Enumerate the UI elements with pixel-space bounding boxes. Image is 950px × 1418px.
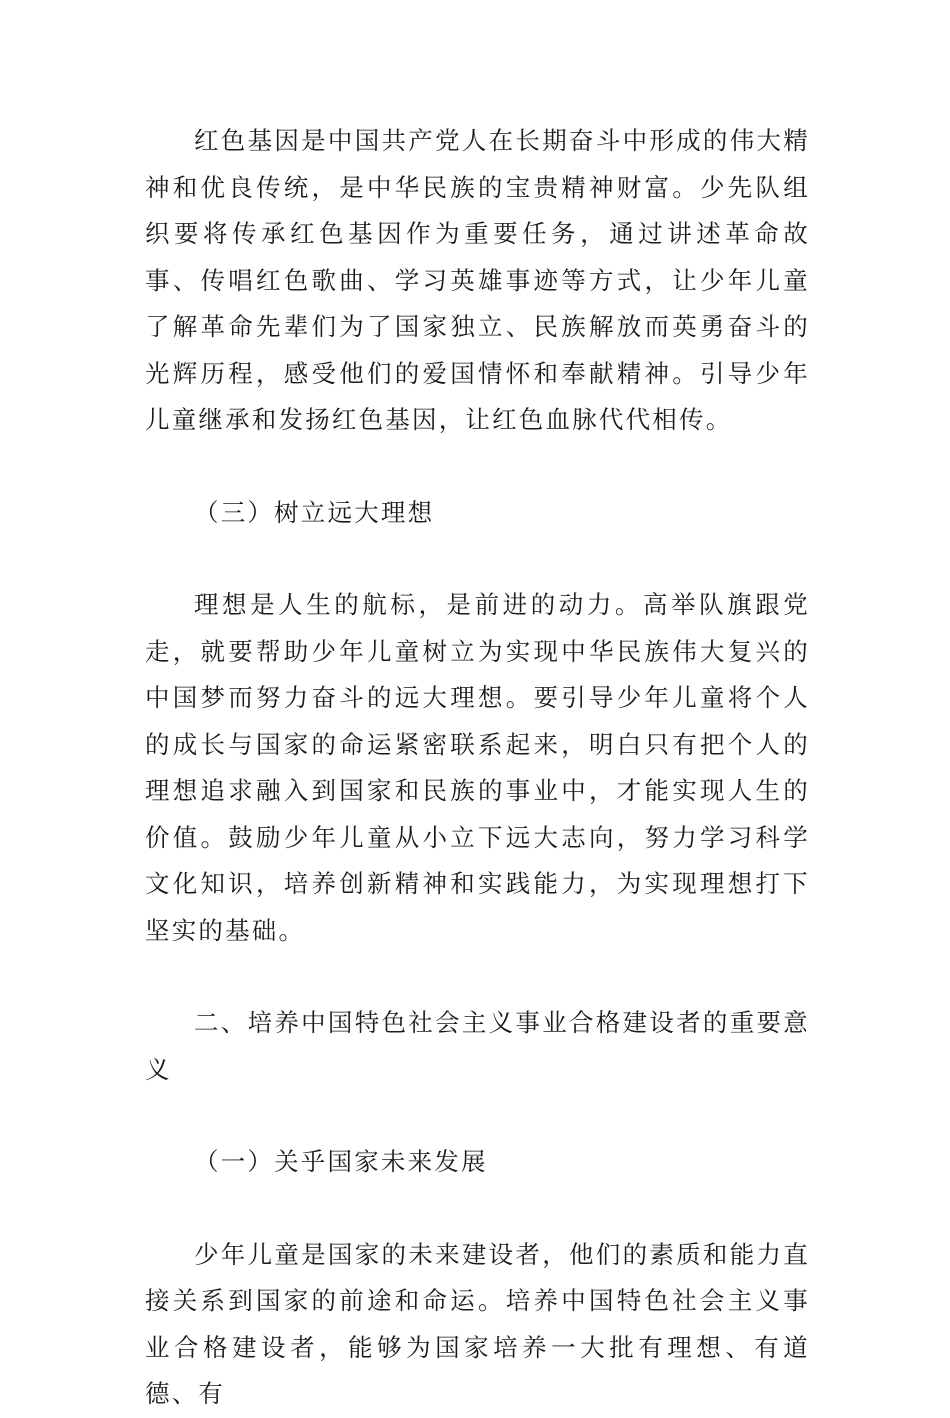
paragraph-future: 少年儿童是国家的未来建设者，他们的素质和能力直接关系到国家的前途和命运。培养中国特色社会主义事业合格建设者，能够为国家培养一大批有理想、有道德、有 [145,1239,810,1408]
document-body [145,118,810,1418]
paragraph-ideal: 理想是人生的航标，是前进的动力。高举队旗跟党走，就要帮助少年儿童树立为实现中华民族伟大复兴的中国梦而努力奋斗的远大理想。要引导少年儿童将个人的成长与国家的命运紧密联系起来，明白只有把个人的理想追求融入到国家和民族的事业中，才能实现人生的价值。鼓励少年儿童从小立下远大志向，努力学习科学文化知识，培养创新精神和实践能力，为实现理想打下坚实的基础。 [145,590,810,945]
heading-future-development: （一）关乎国家未来发展 [194,1147,488,1176]
heading-section-two: 二、培养中国特色社会主义事业合格建设者的重要意义 [145,1008,810,1084]
heading-establish-ideal: （三）树立远大理想 [194,497,435,527]
paragraph-red-gene: 红色基因是中国共产党人在长期奋斗中形成的伟大精神和优良传统，是中华民族的宝贵精神财富。少先队组织要将传承红色基因作为重要任务，通过讲述革命故事、传唱红色歌曲、学习英雄事迹等方式，让少年儿童了解革命先辈们为了国家独立、民族解放而英勇奋斗的光辉历程，感受他们的爱国情怀和奉献精神。引导少年儿童继承和发扬红色基因，让红色血脉代代相传。 [145,126,810,434]
